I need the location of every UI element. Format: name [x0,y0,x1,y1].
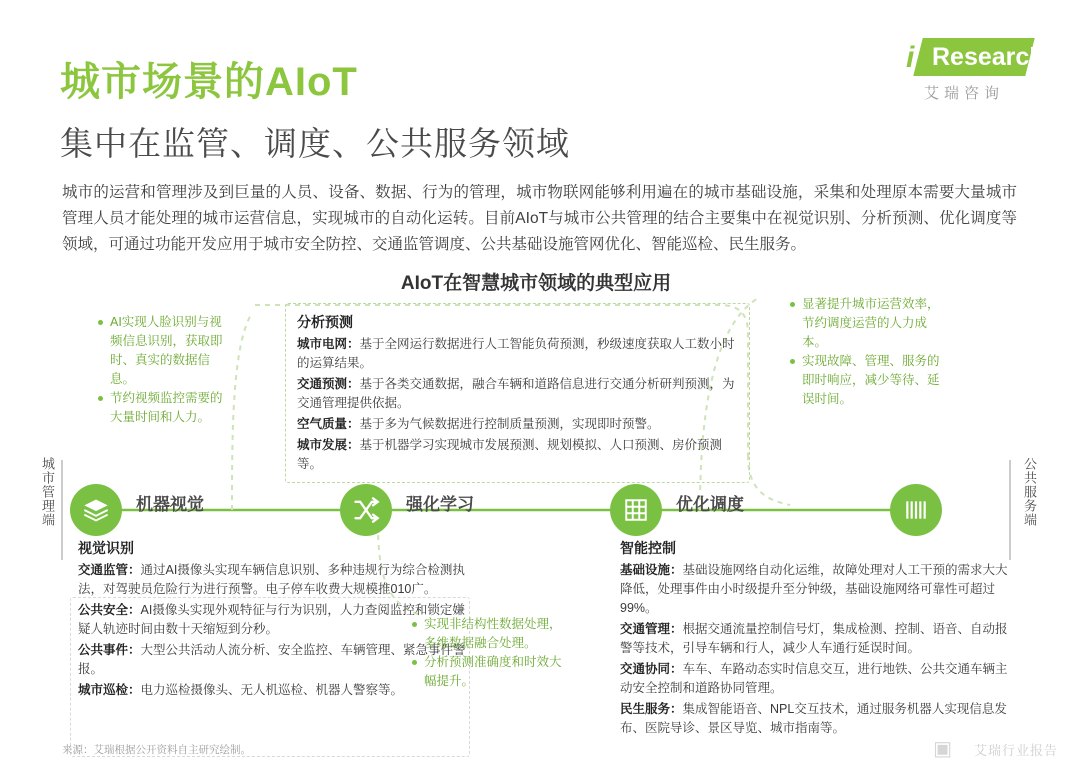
control-row-3-text: 车车、车路动态实时信息交互，进行地铁、公共交通车辆主动安全控制和道路协同管理。 [620,662,1008,695]
iresearch-logo [900,38,1045,102]
page-subtitle: 集中在监管、调度、公共服务领域 [60,125,570,162]
analysis-row-1-text: 基于全网运行数据进行人工智能负荷预测，秒级速度获取人工数小时的运算结果。 [297,337,735,370]
vision-row-4-head: 城市巡检： [78,683,141,697]
logo-i-letter: i [906,41,915,74]
analysis-row-4-head: 城市发展： [297,438,360,452]
vision-row-1-head: 交通监管： [78,563,141,577]
analysis-row-3-text: 基于多为气候数据进行控制质量预测，实现即时预警。 [359,417,660,431]
right-bullet-2: 实现故障、管理、服务的即时响应，减少等待、延误时间。 [790,352,940,409]
logo-chinese-text: 艾瑞咨询 [924,85,1005,102]
control-row-3-head: 交通协同： [620,662,683,676]
middle-bullet-2: 分析预测准确度和时效大幅提升。 [412,653,572,691]
source-note: 来源：艾瑞根据公开资料自主研究绘制。 [62,744,251,756]
left-bullet-2: 节约视频监控需要的大量时间和人力。 [98,389,228,427]
logo-research-text: Research [932,43,1045,71]
logo-badge [900,38,1045,80]
analysis-box-title: 分析预测 [297,314,353,330]
node-public-service[interactable] [890,484,942,536]
control-row-2 [620,620,1020,658]
grid-icon [623,497,649,523]
control-row-1-head: 基础设施： [620,563,683,577]
analysis-row-3 [297,415,737,434]
node-reinforcement-learning[interactable] [340,484,392,536]
vision-row-2-text: AI摄像头实现外观特征与行为识别，人力查阅监控和锁定嫌疑人轨迹时间由数十天缩短到分秒。 [78,603,465,636]
node-label-machine-vision: 机器视觉 [136,495,204,514]
analysis-row-1 [297,335,737,373]
analysis-row-2 [297,375,737,413]
node-label-optimized-dispatch: 优化调度 [676,495,744,514]
control-row-3 [620,660,1020,698]
node-label-reinforcement-learning: 强化学习 [406,495,474,514]
right-bullet-1: 显著提升城市运营效率，节约调度运营的人力成本。 [790,295,940,352]
diagram-area [0,285,1072,755]
right-axis-label: 公共服务端 [1022,457,1037,527]
left-bullets [98,313,228,427]
vision-row-1 [78,561,470,599]
vision-row-2-head: 公共安全： [78,603,141,617]
analysis-row-3-head: 空气质量： [297,417,360,431]
middle-bullets [412,615,572,691]
watermark-icon: ▣ [933,738,952,760]
page-title: 城市场景的AIoT [60,60,358,104]
vision-row-1-text: 通过AI摄像头实现车辆信息识别、多种违规行为综合检测执法，对驾驶员危险行为进行预警。电子停车收费大规模推010广。 [78,563,465,596]
shuffle-icon [352,496,380,524]
control-row-4-head: 民生服务： [620,702,683,716]
intro-paragraph: 城市的运营和管理涉及到巨量的人员、设备、数据、行为的管理，城市物联网能够利用遍在的城市基础设施，采集和处理原本需要大量城市管理人员才能处理的城市运营信息，实现城市的自动化运转。目前AIoT与城市公共管理的结合主要集中在视觉识别、分析预测、优化调度等领域，可通过功能开发应用于城市安全防控、交通监管调度、公共基础设施管网优化、智能巡检、民生服务。 [62,184,1017,253]
layers-icon [82,496,110,524]
node-optimized-dispatch[interactable] [610,484,662,536]
analysis-box [297,313,737,476]
barcode-icon [903,497,929,523]
control-row-4-text: 集成智能语音、NPL交互技术，通过服务机器人实现信息发布、医院导诊、景区导览、城市指南等。 [620,702,1007,735]
right-bullets [790,295,940,409]
analysis-row-1-head: 城市电网： [297,337,360,351]
control-box [620,539,1020,740]
control-box-title: 智能控制 [620,540,676,556]
analysis-row-2-text: 基于各类交通数据，融合车辆和道路信息进行交通分析研判预测，为交通管理提供依据。 [297,377,735,410]
control-row-4 [620,700,1020,738]
node-machine-vision[interactable] [70,484,122,536]
vision-row-3-text: 大型公共活动人流分析、安全监控、车辆管理、紧急事件警报。 [78,643,466,676]
left-bullet-1: AI实现人脸识别与视频信息识别，获取即时、真实的数据信息。 [98,313,228,389]
control-row-2-text: 根据交通流量控制信号灯，集成检测、控制、语音、自动报警等技术，引导车辆和行人，减少人车通行延误时间。 [620,622,1008,655]
watermark-text: 艾瑞行业报告 [973,743,1058,758]
diagram-title: AIoT在智慧城市领域的典型应用 [400,273,672,294]
left-axis-label: 城市管理端 [40,457,55,527]
analysis-row-4 [297,436,737,474]
control-row-1-text: 基础设施网络自动化运维，故障处理对人工干预的需求大大降低，处理事件由小时级提升至分钟级，基础设施网络可靠性可超过99%。 [620,563,1008,615]
middle-bullet-1: 实现非结构性数据处理，多维数据融合处理。 [412,615,572,653]
vision-row-4-text: 电力巡检摄像头、无人机巡检、机器人警察等。 [140,683,404,697]
analysis-row-4-text: 基于机器学习实现城市发展预测、规划模拟、人口预测、房价预测等。 [297,438,723,471]
control-row-1 [620,561,1020,618]
vision-row-3-head: 公共事件： [78,643,141,657]
vision-box-title: 视觉识别 [78,540,134,556]
analysis-row-2-head: 交通预测： [297,377,360,391]
control-row-2-head: 交通管理： [620,622,683,636]
